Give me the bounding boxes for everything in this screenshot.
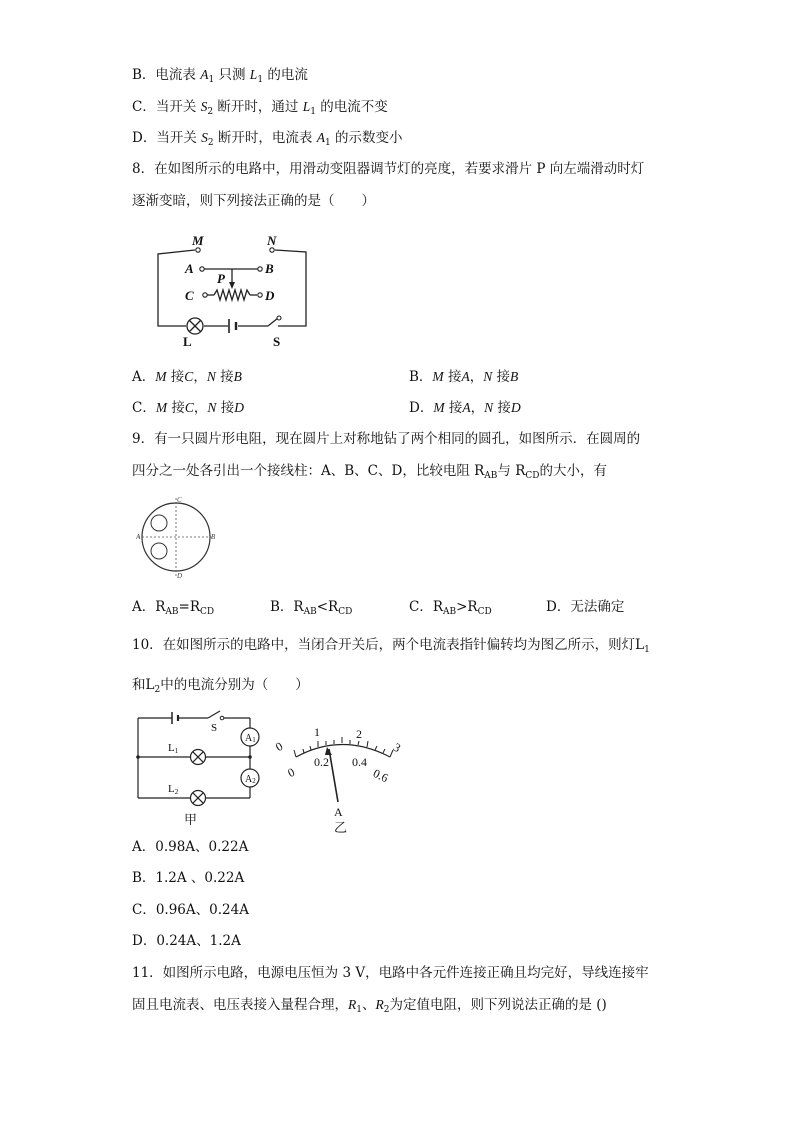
q8-option-a: A．M 接C，N 接B	[132, 369, 242, 385]
q9-disc-resistor-figure	[136, 494, 216, 580]
q10-stem-line1: 10．在如图所示的电路中，当闭合开关后，两个电流表指针偏转均为图乙所示，则灯$L_1$	[132, 637, 650, 655]
q7-option-d: D．当开关 $S_2$ 断开时，电流表 $A_1$ 的示数变小	[132, 130, 403, 148]
q8-label-c: C	[185, 288, 194, 303]
q8-label-p: P	[217, 271, 225, 286]
q8-label-m: M	[192, 233, 204, 248]
q10-dial-bottom-3: 0.6	[370, 766, 391, 786]
q9-stem-line2: 四分之一处各引出一个接线柱：A、B、C、D，比较电阻 $R_{AB}$与 $R_{CD}$的大小，有	[132, 463, 607, 481]
q10-dial-top-0: 0	[273, 738, 286, 755]
q8-option-d: D．M 接A，N 接D	[409, 400, 521, 416]
q7-option-c: C．当开关 $S_2$ 断开时，通过 $L_1$ 的电流不变	[132, 99, 388, 117]
q10-caption-jia: 甲	[184, 812, 198, 827]
q10-option-d: D．0.24A、1.2A	[132, 933, 241, 949]
q9-label-c: C	[177, 496, 182, 504]
q10-dial-bottom-2: 0.4	[352, 755, 367, 769]
q10-ammeter-a2: A2	[245, 774, 256, 785]
q9-stem-line1: 9．有一只圆片形电阻，现在圆片上对称地钻了两个相同的圆孔，如图所示．在圆周的	[132, 431, 641, 447]
q10-dial-unit: A	[334, 805, 343, 819]
q10-option-c: C．0.96A、0.24A	[132, 902, 249, 918]
q9-label-a: A	[136, 533, 141, 541]
q8-circuit-figure	[150, 232, 320, 350]
q10-label-l1: L1	[168, 742, 179, 755]
q9-option-d: D．无法确定	[546, 599, 625, 615]
q10-option-b: B．1.2A 、0.22A	[132, 870, 245, 886]
q10-ammeter-a1: A1	[245, 733, 256, 744]
q8-label-l: L	[183, 334, 192, 349]
q7-option-b: B．电流表 $A_1$ 只测 $L_1$ 的电流	[132, 67, 308, 85]
q10-dial-top-2: 2	[356, 727, 362, 741]
q8-label-s: S	[273, 334, 281, 349]
q9-option-b: B．$R_{AB}<R_{CD}$	[270, 599, 353, 617]
q11-stem-line2: 固且电流表、电压表接入量程合理，$R_1$、$R_2$为定值电阻，则下列说法正确的是 ()	[132, 997, 607, 1015]
q9-option-a: A．$R_{AB}=R_{CD}$	[132, 599, 215, 617]
q10-dial-bottom-1: 0.2	[314, 755, 329, 769]
q8-label-n: N	[267, 233, 277, 248]
q8-stem-line2: 逐渐变暗，则下列接法正确的是（ ）	[132, 193, 375, 209]
q10-option-a: A．0.98A、0.22A	[132, 839, 249, 855]
q10-caption-yi: 乙	[334, 820, 348, 834]
q11-stem-line1: 11．如图所示电路，电源电压恒为 3 V，电路中各元件连接正确且均完好，导线连接牢	[132, 965, 649, 981]
q8-stem-line1: 8．在如图所示的电路中，用滑动变阻器调节灯的亮度，若要求滑片 P 向左端滑动时灯	[132, 161, 645, 177]
q8-label-d: D	[265, 288, 275, 303]
q10-dial-bottom-0: 0	[285, 764, 297, 781]
q10-stem-line2: 和$L_2$中的电流分别为（ ）	[132, 677, 309, 695]
q10-circuit-figure	[134, 706, 274, 832]
q8-label-a: A	[185, 261, 194, 276]
q9-label-b: B	[211, 533, 216, 541]
q10-label-s: S	[211, 722, 218, 734]
q10-dial-top-3: 3	[391, 739, 404, 756]
q9-option-c: C．$R_{AB}>R_{CD}$	[409, 599, 492, 617]
q10-label-l2: L2	[168, 783, 179, 796]
q10-dial-top-1: 1	[314, 725, 320, 739]
q9-label-d: D	[177, 572, 183, 580]
q8-option-c: C．M 接C，N 接D	[132, 400, 244, 416]
q10-ammeter-dial-figure	[272, 722, 412, 834]
q8-label-b: B	[265, 261, 274, 276]
q8-option-b: B．M 接A，N 接B	[409, 369, 519, 385]
